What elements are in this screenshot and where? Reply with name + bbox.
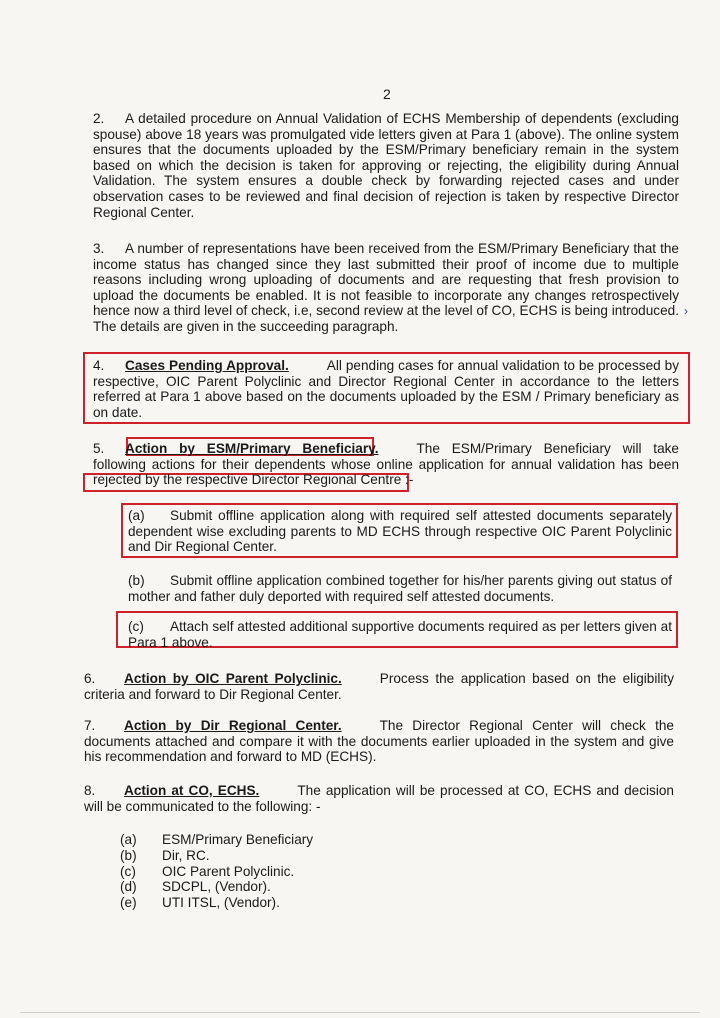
- recipient-list: [120, 832, 313, 911]
- paragraph-heading: Action by ESM/Primary Beneficiary.: [125, 441, 379, 456]
- subparagraph-label: (b): [128, 573, 145, 588]
- paragraph-heading: Action at CO, ECHS.: [124, 783, 260, 798]
- subparagraph-text: Submit offline application along with required self attested documents separately dependent wise excluding parents to MD ECHS through respective OIC Parent Polyclinic and Dir Regional Center.: [128, 508, 672, 555]
- paragraph-text: The application will be processed at CO, ECHS and decision will be communicated to the following: -: [84, 783, 674, 814]
- paragraph-heading: Action by OIC Parent Polyclinic.: [124, 671, 342, 686]
- pen-mark-arrow-icon: ›: [684, 304, 688, 318]
- paragraph-text: Process the application based on the eligibility criteria and forward to Dir Regional Center.: [84, 671, 674, 702]
- paragraph-text: The ESM/Primary Beneficiary will take following actions for their dependents whose online application for annual validation has been rejected by the respective Director Regional Centre :-: [93, 441, 679, 488]
- subparagraph-text: Attach self attested additional supportive documents required as per letters given at Para 1 above.: [128, 619, 672, 650]
- subparagraph-5a: [128, 508, 672, 555]
- page-number: 2: [383, 86, 391, 102]
- list-item: (b) Dir, RC.: [120, 847, 210, 863]
- list-item: (e) UTI ITSL, (Vendor).: [120, 895, 280, 911]
- paragraph-2: [93, 111, 679, 220]
- list-item: (a) ESM/Primary Beneficiary: [120, 832, 314, 847]
- subparagraph-5c: [128, 619, 672, 650]
- paragraph-5: [93, 441, 679, 488]
- page-bottom-edge: [20, 1012, 700, 1013]
- paragraph-6: [84, 671, 674, 702]
- paragraph-8: [84, 783, 674, 814]
- paragraph-text: A detailed procedure on Annual Validation of ECHS Membership of dependents (excluding spouse) above 18 years was promulgated vide letters given at Para 1 (above). The online system ensures that the documents uploaded by the ESM/Primary beneficiary remain in the system based on which the decision is taken for approving or rejecting, the eligibility during Annual Validation. The system ensures a double check by forwarding rejected cases and under observation cases to be reviewed and final decision of rejection is taken by respective Director Regional Center.: [93, 111, 679, 220]
- paragraph-number: 2.: [93, 111, 105, 126]
- list-item: (c) OIC Parent Polyclinic.: [120, 863, 295, 879]
- paragraph-number: 8.: [84, 783, 96, 798]
- paragraph-text: A number of representations have been received from the ESM/Primary Beneficiary that the income status has changed since they last submitted their proof of income due to multiple reasons including wrong uploading of documents and are requesting that fresh provision to upload the documents be enabled. It is not feasible to incorporate any changes retrospectively hence now a third level of check, i.e, second review at the level of CO, ECHS is being introduced. The details are given in the succeeding paragraph.: [93, 241, 679, 334]
- paragraph-number: 6.: [84, 671, 96, 686]
- subparagraph-text: Submit offline application combined together for his/her parents giving out status of mother and father duly deported with required self attested documents.: [128, 573, 672, 604]
- subparagraph-label: (a): [128, 508, 145, 523]
- paragraph-heading: Action by Dir Regional Center.: [124, 718, 342, 733]
- list-item: (d) SDCPL, (Vendor).: [120, 879, 271, 895]
- paragraph-3: [93, 241, 679, 335]
- paragraph-text: The Director Regional Center will check the documents attached and compare it with the documents earlier uploaded in the system and give his recommendation and forward to MD (ECHS).: [84, 718, 674, 765]
- paragraph-4: [93, 358, 679, 420]
- paragraph-7: [84, 718, 674, 765]
- paragraph-number: 3.: [93, 241, 105, 256]
- paragraph-number: 7.: [84, 718, 96, 733]
- paragraph-number: 4.: [93, 358, 105, 373]
- paragraph-text: All pending cases for annual validation to be processed by respective, OIC Parent Polyclinic and Director Regional Center in accordance to the letters referred at Para 1 above based on the documents uploaded by the ESM / Primary beneficiary as on date.: [93, 358, 679, 420]
- subparagraph-label: (c): [128, 619, 144, 634]
- paragraph-number: 5.: [93, 441, 105, 456]
- paragraph-heading: Cases Pending Approval.: [125, 358, 289, 373]
- subparagraph-5b: [128, 573, 672, 604]
